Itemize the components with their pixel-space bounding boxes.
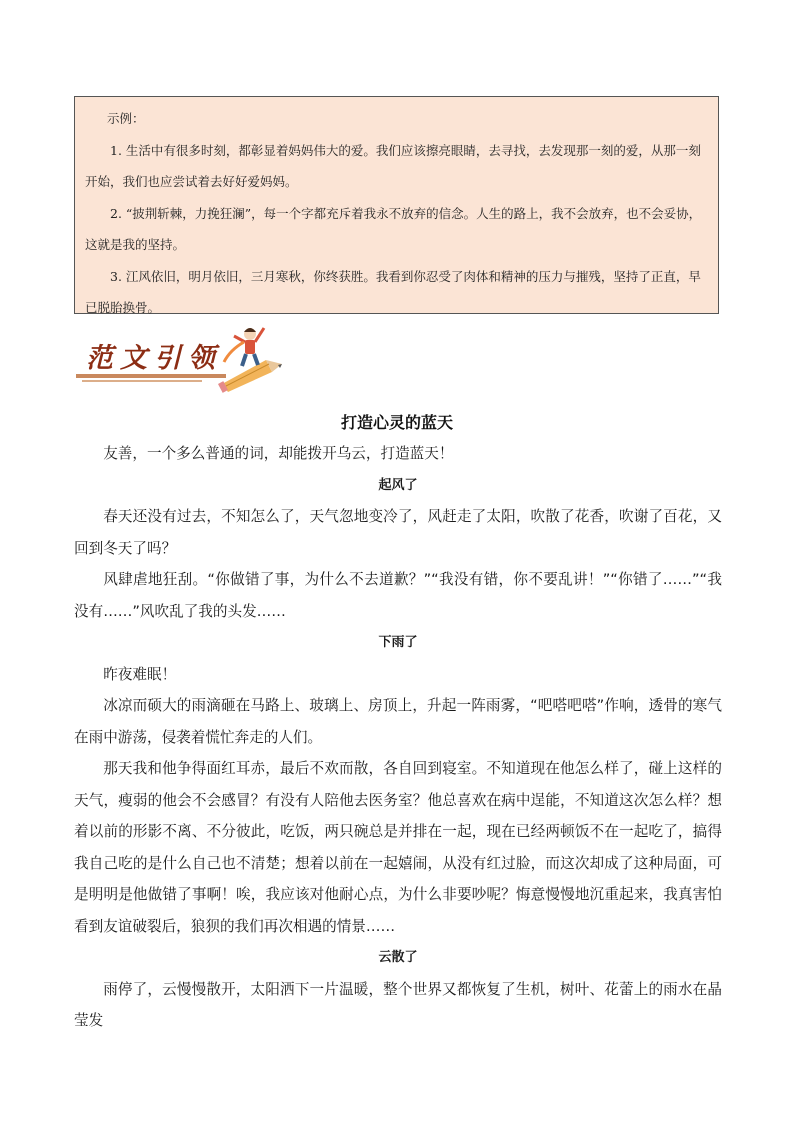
- example-heading: 示例：: [107, 111, 145, 126]
- example-item-1: 1. 生活中有很多时刻，都彰显着妈妈伟大的爱。我们应该擦亮眼睛，去寻找，去发现那一刻的爱，从那一刻开始，我们也应尝试着去好好爱妈妈。: [85, 142, 701, 189]
- essay-paragraph-2: 风肆虐地狂刮。“你做错了事，为什么不去道歉？”“我没有错，你不要乱讲！”“你错了……”“我没有……”风吹乱了我的头发……: [74, 571, 722, 620]
- pencil-rider-illustration-icon: [216, 320, 286, 394]
- essay-paragraph-intro: 友善，一个多么普通的词，却能拨开乌云，打造蓝天！: [103, 445, 454, 462]
- banner-underline-thin: [82, 380, 202, 382]
- essay-paragraph-3: 昨夜难眠！: [103, 665, 177, 683]
- essay-paragraph-5: 那天我和他争得面红耳赤，最后不欢而散，各自回到寝室。不知道现在他怎么样了，碰上这样的天气，瘦弱的他会不会感冒？有没有人陪他去医务室？他总喜欢在病中逞能，不知道这次怎么样？想着以前的形影不离、不分彼此，吃饭，两只碗总是并排在一起，现在已经两顿饭不在一起吃了，搞得我自己吃的是什么自己也不清楚；想着以前在一起嬉闹，从没有红过脸，而这次却成了这种局面，可是明明是他做错了事啊！唉，我应该对他耐心点，为什么非要吵呢？悔意慢慢地沉重起来，我真害怕看到友谊破裂后，狼狈的我们再次相遇的情景……: [74, 760, 722, 935]
- example-item-3: 3. 江风依旧，明月依旧，三月寒秋，你终获胜。我看到你忍受了肉体和精神的压力与摧残，坚持了正直，早已脱胎换骨。: [85, 268, 701, 315]
- subheading-wind: 起风了: [378, 477, 418, 493]
- example-item-2: 2. “披荆斩棘，力挽狂澜”，每一个字都充斥着我永不放弃的信念。人生的路上，我不会放弃，也不会妥协，这就是我的坚持。: [85, 205, 702, 252]
- essay-paragraph-4: 冰凉而硕大的雨滴砸在马路上、玻璃上、房顶上，升起一阵雨雾，“吧嗒吧嗒”作响，透骨的寒气在雨中游荡，侵袭着慌忙奔走的人们。: [74, 697, 722, 746]
- banner-underline: [76, 374, 226, 378]
- essay-title: 打造心灵的蓝天: [340, 413, 453, 432]
- subheading-clouds: 云散了: [378, 950, 418, 965]
- subheading-rain: 下雨了: [378, 635, 418, 650]
- section-banner-title: 范文引领: [86, 343, 222, 374]
- essay-body: [74, 438, 722, 1037]
- essay-paragraph-6: 雨停了，云慢慢散开，太阳洒下一片温暖，整个世界又都恢复了生机，树叶、花蕾上的雨水在晶莹发: [74, 980, 722, 1029]
- example-box: [74, 96, 719, 314]
- essay-paragraph-1: 春天还没有过去，不知怎么了，天气忽地变冷了，风赶走了太阳，吹散了花香，吹谢了百花，又回到冬天了吗？: [74, 508, 722, 557]
- section-banner: [76, 320, 286, 394]
